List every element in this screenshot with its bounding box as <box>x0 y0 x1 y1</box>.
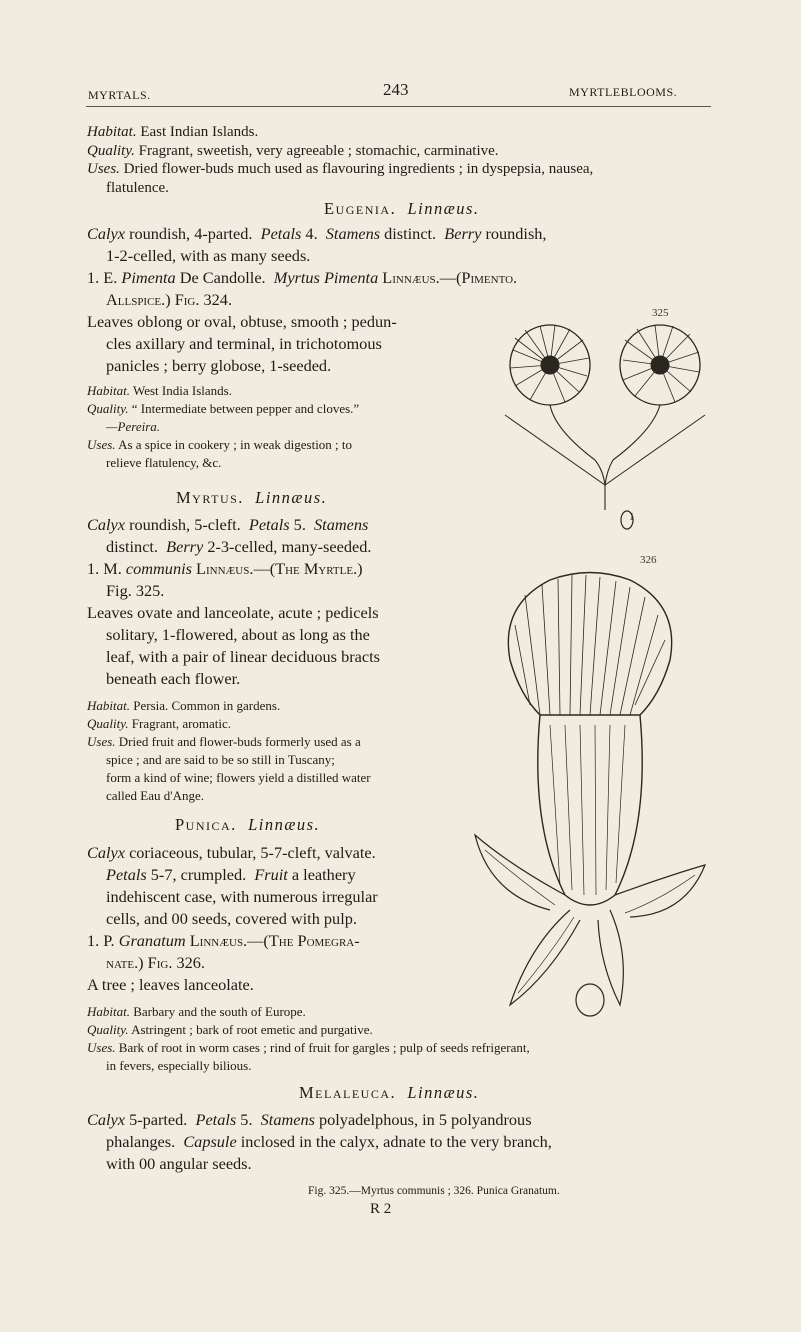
genus-heading-myrtus: Myrtus. Linnæus. <box>176 488 328 507</box>
myrtus-quality: Quality. Fragrant, aromatic. <box>87 716 232 731</box>
genus-heading-eugenia: Eugenia. Linnæus. <box>324 199 480 218</box>
genus-heading-melaleuca: Melaleuca. Linnæus. <box>299 1083 480 1102</box>
pomegranate-flower-illustration <box>470 565 710 1020</box>
punica-habitat: Habitat. Barbary and the south of Europe. <box>87 1004 306 1019</box>
pomegranate-stamens <box>515 575 665 715</box>
punica-calyx-line: Calyx coriaceous, tubular, 5-7-cleft, valvate. <box>87 843 376 862</box>
myrtus-species: 1. M. communis Linnæus.—(The Myrtle.) <box>87 559 363 578</box>
punica-species-cont: nate.) Fig. 326. <box>106 953 205 972</box>
myrtus-uses: Uses. Dried fruit and flower-buds formerly used as a <box>87 734 361 749</box>
myrtus-uses-4: called Eau d'Ange. <box>106 788 204 803</box>
eugenia-desc-3: panicles ; berry globose, 1-seeded. <box>106 356 332 375</box>
melaleuca-line-2: phalanges. Capsule inclosed in the calyx, adnate to the very branch, <box>106 1132 552 1151</box>
intro-uses: Uses. Dried flower-buds much used as flavouring ingredients ; in dyspepsia, nausea, <box>87 161 594 177</box>
myrtus-calyx-line: Calyx roundish, 5-cleft. Petals 5. Stamens <box>87 515 369 534</box>
pomegranate-sepal-right <box>615 865 705 917</box>
myrtus-desc-2: solitary, 1-flowered, about as long as the <box>106 625 370 644</box>
myrtus-habitat: Habitat. Persia. Common in gardens. <box>87 698 281 713</box>
eugenia-quality: Quality. “ Intermediate between pepper and cloves.” <box>87 401 360 416</box>
fig-325-label: 325 <box>652 307 669 319</box>
pomegranate-sepal-left <box>475 835 565 910</box>
melaleuca-line-3: with 00 angular seeds. <box>106 1154 252 1173</box>
myrtle-flowers-illustration <box>495 320 710 530</box>
myrtus-desc-3: leaf, with a pair of linear deciduous bracts <box>106 647 380 666</box>
eugenia-common-name: Allspice.) Fig. 324. <box>106 290 233 309</box>
fig-325-part-label: 1 <box>629 511 635 523</box>
pomegranate-petals <box>508 573 671 716</box>
eugenia-uses-cont: relieve flatulency, &c. <box>106 455 222 470</box>
myrtle-flower-right <box>613 325 700 460</box>
eugenia-calyx-line: Calyx roundish, 4-parted. Petals 4. Stamens distinct. Berry roundish, <box>87 224 547 243</box>
melaleuca-calyx-line: Calyx 5-parted. Petals 5. Stamens polyadelphous, in 5 polyandrous <box>87 1110 532 1129</box>
pomegranate-calyx-tube <box>538 715 642 905</box>
eugenia-species: 1. E. Pimenta De Candolle. Myrtus Pimenta Linnæus.—(Pimento. <box>87 268 518 287</box>
running-head-left: MYRTALS. <box>88 88 151 102</box>
punica-petals-line: Petals 5-7, crumpled. Fruit a leathery <box>106 865 356 884</box>
punica-desc: A tree ; leaves lanceolate. <box>87 975 254 994</box>
eugenia-habitat: Habitat. West India Islands. <box>87 383 232 398</box>
genus-heading-punica: Punica. Linnæus. <box>175 815 321 834</box>
myrtus-uses-2: spice ; and are said to be so still in Tuscany; <box>106 752 335 767</box>
punica-line-4: cells, and 00 seeds, covered with pulp. <box>106 909 357 928</box>
intro-habitat: Habitat. East Indian Islands. <box>87 124 259 140</box>
intro-uses-cont: flatulence. <box>106 180 169 196</box>
myrtus-desc-4: beneath each flower. <box>106 669 241 688</box>
myrtus-uses-3: form a kind of wine; flowers yield a distilled water <box>106 770 371 785</box>
punica-species: 1. P. Granatum Linnæus.—(The Pomegra- <box>87 931 360 950</box>
punica-quality: Quality. Astringent ; bark of root emetic and purgative. <box>87 1022 373 1037</box>
figure-caption: Fig. 325.—Myrtus communis ; 326. Punica Granatum. <box>308 1185 560 1197</box>
intro-quality: Quality. Fragrant, sweetish, very agreeable ; stomachic, carminative. <box>87 143 499 159</box>
running-head-right: MYRTLEBLOOMS. <box>569 85 678 99</box>
header-rule <box>86 106 711 107</box>
page-number: 243 <box>383 80 409 99</box>
punica-uses: Uses. Bark of root in worm cases ; rind of fruit for gargles ; pulp of seeds refrigerant, <box>87 1040 530 1055</box>
eugenia-uses: Uses. As a spice in cookery ; in weak digestion ; to <box>87 437 353 452</box>
eugenia-desc-1: Leaves oblong or oval, obtuse, smooth ; pedun- <box>87 312 397 331</box>
signature-mark: R 2 <box>370 1201 392 1217</box>
eugenia-quality-cite: —Pereira. <box>106 419 161 434</box>
eugenia-desc-2: cles axillary and terminal, in trichotomous <box>106 334 382 353</box>
eugenia-calyx-line-2: 1-2-celled, with as many seeds. <box>106 246 311 265</box>
punica-line-3: indehiscent case, with numerous irregular <box>106 887 378 906</box>
myrtle-flower-left <box>510 325 595 460</box>
punica-uses-cont: in fevers, especially bilious. <box>106 1058 252 1073</box>
myrtus-desc-1: Leaves ovate and lanceolate, acute ; pedicels <box>87 603 379 622</box>
fig-326-label: 326 <box>640 554 657 566</box>
myrtus-calyx-line-2: distinct. Berry 2-3-celled, many-seeded. <box>106 537 372 556</box>
myrtus-fig-ref: Fig. 325. <box>106 581 165 600</box>
